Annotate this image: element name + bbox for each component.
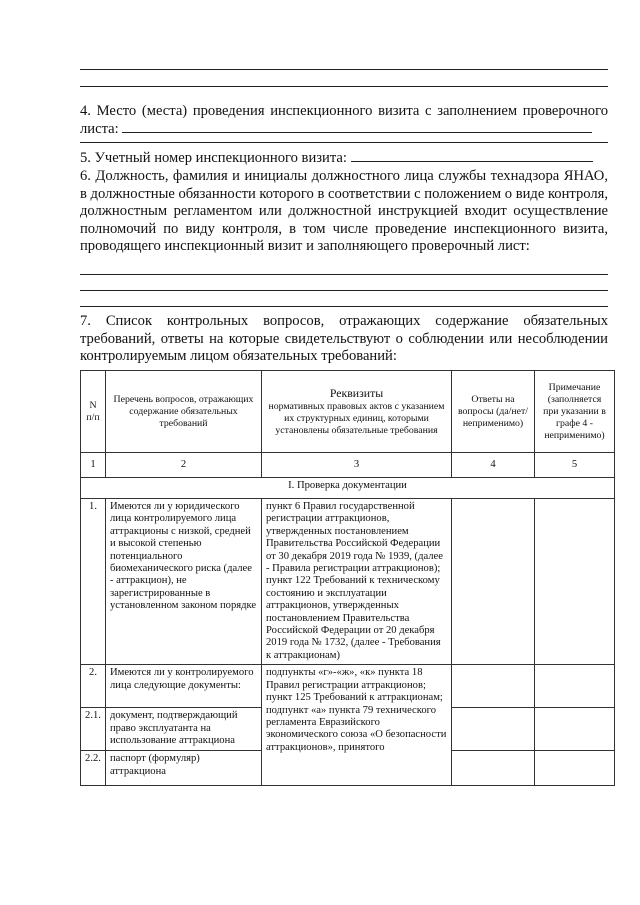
item-5-text: 5. Учетный номер инспекционного визита: — [80, 150, 347, 166]
blank-line-item6-1 — [80, 274, 608, 275]
section-title: I. Проверка документации — [81, 478, 615, 499]
item-4-text: 4. Место (места) проведения инспекционного визита с заполнением проверочного листа: — [80, 103, 608, 137]
row-number: 2.2. — [81, 751, 106, 786]
blank-line-item4 — [80, 142, 608, 143]
column-number: 2 — [106, 453, 262, 478]
blank-line-top-2 — [80, 86, 608, 87]
row-note-cell[interactable] — [535, 499, 615, 665]
column-number: 3 — [262, 453, 452, 478]
section-row — [81, 478, 615, 499]
row-question: документ, подтверждающий право эксплуатанта на использование аттракциона — [106, 708, 262, 751]
header-requisites-title: Реквизиты — [329, 385, 384, 400]
column-number: 4 — [452, 453, 535, 478]
row-note-cell[interactable] — [535, 665, 615, 708]
row-answer-cell[interactable] — [452, 708, 535, 751]
row-requisites: подпункты «г»-«ж», «к» пункта 18 Правил регистрации аттракционов; пункт 125 Требований к аттракционам; подпункт «а» пункта 79 технического регламента Евразийского экономического союза «О безопасности аттракционов», принятого — [262, 665, 452, 786]
row-answer-cell[interactable] — [452, 665, 535, 708]
row-number: 2.1. — [81, 708, 106, 751]
row-requisites: пункт 6 Правил государственной регистрации аттракционов, утвержденных постановлением Правительства Российской Федерации от 30 декабря 2019 года № 1939, (далее - Правила регистрации аттракционов); пункт 122 Требований к техническому состоянию и эксплуатации аттракционов, утвержденных постановлением Правительства Российской Федерации от 20 декабря 2019 года № 1732, (далее - Требования к аттракционам) — [262, 499, 452, 665]
item-7-questions — [80, 313, 608, 366]
checklist-table — [80, 370, 615, 786]
table-header-row — [81, 371, 615, 453]
header-questions: Перечень вопросов, отражающих содержание обязательных требований — [106, 371, 262, 453]
row-number: 2. — [81, 665, 106, 708]
item-5-blank[interactable] — [351, 161, 593, 162]
item-6-official — [80, 168, 608, 256]
table-row — [81, 665, 615, 708]
header-answers: Ответы на вопросы (да/нет/ неприменимо) — [452, 371, 535, 453]
row-number: 1. — [81, 499, 106, 665]
item-4-blank[interactable] — [122, 132, 592, 133]
item-7-text: 7. Список контрольных вопросов, отражающих содержание обязательных требований, ответы на которые свидетельствуют о соблюдении или несоблюдении контролируемым лицом обязательных требований: — [80, 313, 608, 365]
row-answer-cell[interactable] — [452, 751, 535, 786]
row-answer-cell[interactable] — [452, 499, 535, 665]
row-question: Имеются ли у юридического лица контролируемого лица аттракционы с низкой, средней и высокой степенью потенциального биомеханического риска (далее - аттракцион), не зарегистрированные в установленном законом порядке — [106, 499, 262, 665]
blank-line-item6-3 — [80, 306, 608, 307]
header-number: N п/п — [81, 371, 106, 453]
table-column-numbers — [81, 453, 615, 478]
row-question: Имеются ли у контролируемого лица следующие документы: — [106, 665, 262, 708]
item-5-number — [80, 150, 608, 168]
header-requisites-desc: нормативных правовых актов с указанием их структурных единиц, которыми установлены обязательные требования — [268, 400, 445, 436]
row-note-cell[interactable] — [535, 708, 615, 751]
row-question: паспорт (формуляр) аттракциона — [106, 751, 262, 786]
table-row — [81, 499, 615, 665]
column-number: 1 — [81, 453, 106, 478]
column-number: 5 — [535, 453, 615, 478]
item-6-text: 6. Должность, фамилия и инициалы должностного лица службы технадзора ЯНАО, в должностные обязанности которого в соответствии с положением о виде контроля, должностным регламентом или должностной инструкцией входит осуществление полномочий по виду контроля, в том числе проведение инспекционного визита, проводящего инспекционный визит и заполняющего проверочный лист: — [80, 168, 609, 255]
blank-line-item6-2 — [80, 290, 608, 291]
blank-line-top-1 — [80, 69, 608, 70]
header-requisites — [262, 371, 452, 453]
header-note: Примечание (заполняется при указании в графе 4 - неприменимо) — [535, 371, 615, 453]
row-note-cell[interactable] — [535, 751, 615, 786]
item-4-place — [80, 103, 608, 138]
